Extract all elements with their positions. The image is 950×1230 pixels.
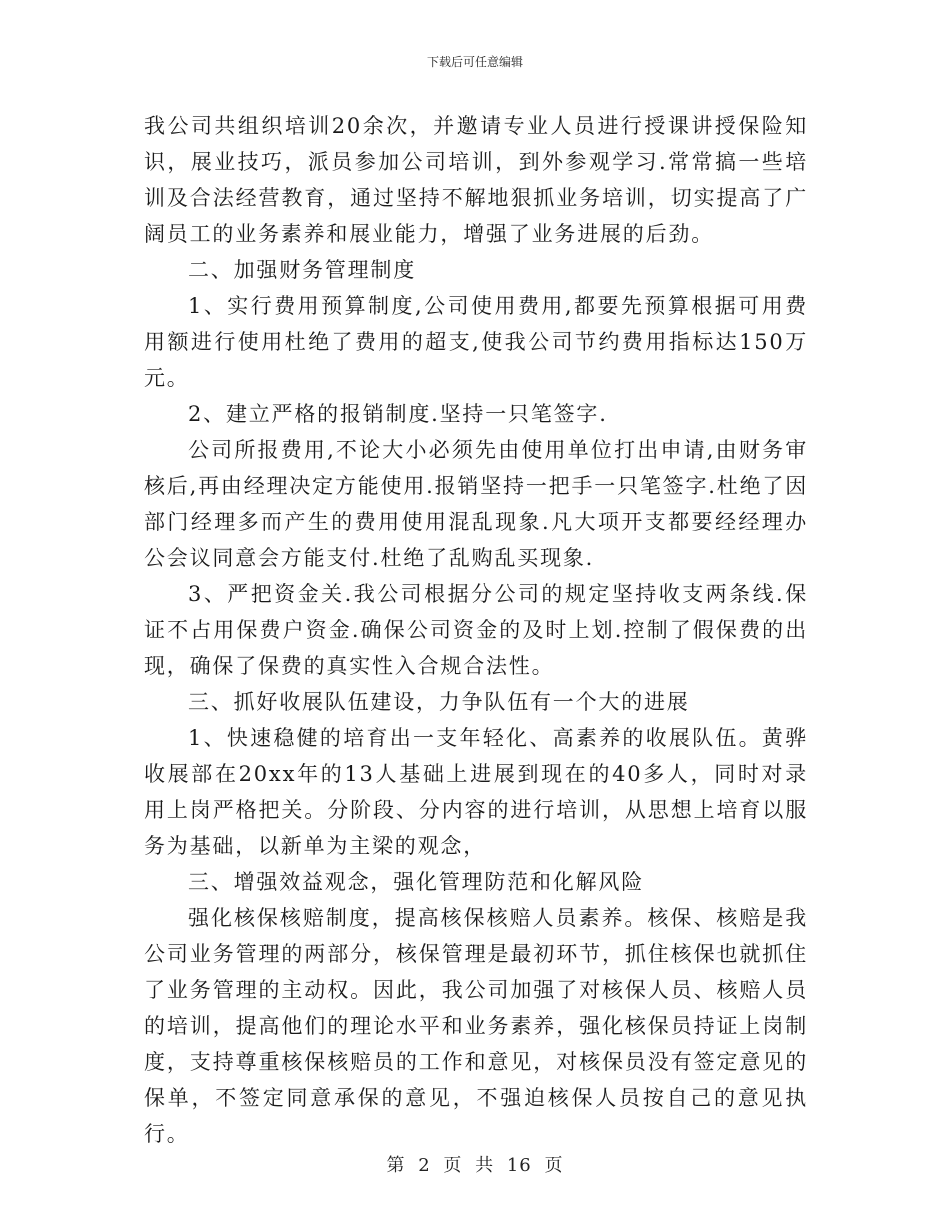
paragraph-team-growth: 1、快速稳健的培育出一支年轻化、高素养的收展队伍。黄骅收展部在20xx年的13人基础上进展到现在的40多人，同时对录用上岗严格把关。分阶段、分内容的进行培训，从思想上培育以服务为基础，以新单为主梁的观念， [144,726,808,858]
paragraph-funds-control: 3、严把资金关.我公司根据分公司的规定坚持收支两条线.保证不占用保费户资金.确保公司资金的及时上划.控制了假保费的出现，确保了保费的真实性入合规合法性。 [144,582,808,678]
section-heading-risk: 三、增强效益观念，强化管理防范和化解风险 [188,870,644,894]
paragraph-expense-approval: 公司所报费用,不论大小必须先由使用单位打出申请,由财务审核后,再由经理决定方能使用.报销坚持一把手一只笔签字.杜绝了因部门经理多而产生的费用使用混乱现象.凡大项开支都要经经理办公会议同意会方能支付.杜绝了乱购乱买现象. [144,438,808,570]
header-note: 下载后可任意编辑 [426,55,523,69]
paragraph-underwriting: 强化核保核赔制度，提高核保核赔人员素养。核保、核赔是我公司业务管理的两部分，核保管理是最初环节，抓住核保也就抓住了业务管理的主动权。因此，我公司加强了对核保人员、核赔人员的培训，提高他们的理论水平和业务素养，强化核保员持证上岗制度，支持尊重核保核赔员的工作和意见，对核保员没有签定意见的保单，不签定同意承保的意见，不强迫核保人员按自己的意见执行。 [144,906,808,1146]
paragraph-budget: 1、实行费用预算制度,公司使用费用,都要先预算根据可用费用额进行使用杜绝了费用的超支,使我公司节约费用指标达150万元。 [144,294,808,390]
section-heading-finance: 二、加强财务管理制度 [188,258,416,282]
document-body [144,108,808,1152]
paragraph-reimbursement: 2、建立严格的报销制度.坚持一只笔签字. [188,402,608,426]
section-heading-team: 三、抓好收展队伍建设，力争队伍有一个大的进展 [188,690,690,714]
page-number: 第 2 页 共 16 页 [386,1155,564,1176]
paragraph-1: 我公司共组织培训20余次，并邀请专业人员进行授课讲授保险知识，展业技巧，派员参加公司培训，到外参观学习.常常搞一些培训及合法经营教育，通过坚持不解地狠抓业务培训，切实提高了广阔员工的业务素养和展业能力，增强了业务进展的后劲。 [144,114,808,246]
